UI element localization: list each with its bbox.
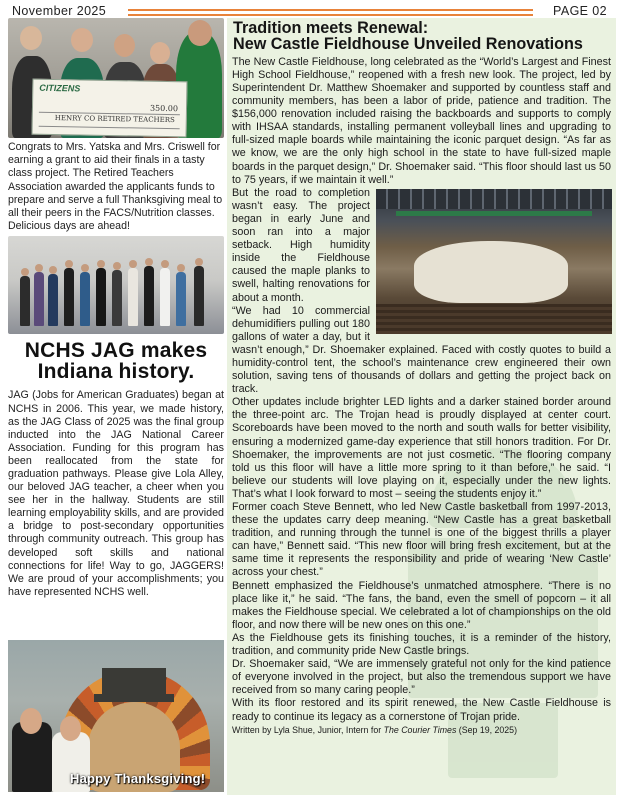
thanksgiving-greeting: Happy Thanksgiving! (70, 771, 206, 786)
student-head (97, 260, 105, 268)
arena-court-covered (414, 241, 568, 303)
student-figure (128, 268, 138, 326)
student-figure (20, 276, 30, 326)
student-figure (160, 268, 170, 326)
student-head (195, 258, 203, 266)
grant-photo (8, 18, 224, 138)
person-head (188, 20, 212, 46)
jag-headline (8, 340, 224, 382)
arena-stands (376, 304, 612, 334)
left-column (8, 18, 224, 599)
article-paragraph: Other updates include brighter LED lights and a darker stained border around the three-point arc. The Trojan head is proudly displayed at center court. Scoreboards have been moved to the north and south walls for better visibility, ensuring a modernized game-day experience that still honors tradition. For Dr. Shoemaker, the improvements are not just cosmetic. “The flooring company told us this floor will have a little more spring to it than before,” he said. “I believe our students will love playing on it, especially under the new lights. That’s what I look forward to most – seeing the students enjoy it.” (232, 396, 611, 500)
check-bank-name: CITIZENS (39, 82, 81, 94)
student-figure (64, 268, 74, 326)
check-amount: 350.00 (149, 103, 179, 114)
jag-group-photo (8, 236, 224, 334)
article-paragraph: As the Fieldhouse gets its finishing touches, it is a reminder of the history, tradition, and community pride New Castle brings. (232, 631, 611, 658)
check-payee: HENRY CO RETIRED TEACHERS (54, 114, 175, 125)
student-head (60, 716, 81, 741)
article-paragraph: With its floor restored and its spirit renewed, the New Castle Fieldhouse is ready to continue its legacy as a cornerstone of Trojan pride. (232, 697, 611, 723)
jag-headline-line1: NCHS JAG makes (24, 339, 208, 363)
article-byline (232, 724, 611, 737)
student-figure (34, 272, 44, 326)
article-paragraph: But the road to completion wasn’t easy. The project began in early June and soon ran into a major setback. High humidity inside the Fieldhouse caused the maple planks to swell, halting renovations for about a month. (232, 186, 370, 304)
article-paragraph: “We had 10 commercial dehumidifiers pulling out 180 gallons of water a day, but it wasn’t enough,” Dr. Shoemaker explained. Faced with costly quotes to build a humidity-control tent, the school’s maintenance crew engineered their own solution, saving tens of thousands of dollars and getting the project back on track. (232, 304, 611, 396)
article-body (227, 53, 616, 737)
header-rule (128, 9, 533, 11)
person-head (71, 28, 93, 52)
student-head (21, 268, 29, 276)
student-figure (194, 266, 204, 326)
byline-date: (Sep 19, 2025) (456, 724, 518, 735)
jag-headline-line2: Indiana history. (37, 360, 195, 384)
article-headline-line1: Tradition meets Renewal: (233, 19, 429, 37)
article-paragraph: Former coach Steve Bennett, who led New Castle basketball from 1997-2013, these the updates carry deep meaning. “New Castle has a great basketball tradition, and running through the tunnel is one of the biggest thrills a player can have,” Bennett said. “This new floor will bring fresh excitement, but at the same time it represents the responsibility and pride of wearing ‘New Castle’ across your chest.” (232, 501, 611, 579)
arena-roof (376, 189, 612, 209)
student-figure (96, 268, 106, 326)
student-head (145, 258, 153, 266)
person-head (150, 42, 170, 64)
article-headline-line2: New Castle Fieldhouse Unveiled Renovations (233, 35, 583, 54)
student-head (20, 708, 42, 734)
student-head (49, 266, 57, 274)
person-head (114, 34, 135, 57)
byline-author: Written by Lyla Shue, Junior, Intern for (232, 724, 384, 735)
student-figure (48, 274, 58, 326)
student-head (129, 260, 137, 268)
article-paragraph: The New Castle Fieldhouse, long celebrated as the “World’s Largest and Finest High School Fieldhouse,” reopened with a fresh new look. The project, led by Superintendent Dr. Matthew Shoemaker and supported by countless staff and community members, has been a labor of pride, patience and tradition. The $156,000 renovation included raising the backboards and supports to comply with IHSAA standards, installing permanent volleyball lines and upgrading to full-sized maple boards while maintaining the iconic parquet design. “As far as we know, we are the only high school in the state to have full-sized maple boards in the parquet design,” Dr. Shoemaker said. “This floor should last us 50 to 75 years, if we maintain it well.” (232, 55, 611, 186)
article-paragraph: Bennett emphasized the Fieldhouse’s unmatched atmosphere. “There is no place like it,” he said. “The fans, the band, even the smell of popcorn – it all makes the Fieldhouse special. We celebrated a lot of championships on the old floor, and now there will be new ones on this one.” (232, 579, 611, 631)
student-head (65, 260, 73, 268)
student-figure (144, 266, 154, 326)
byline-source: The Courier Times (383, 724, 457, 735)
student-figure (80, 272, 90, 326)
check-line (39, 126, 180, 129)
pilgrim-hat (102, 668, 166, 698)
student-head (113, 262, 121, 270)
student-head (35, 264, 43, 272)
student-figure (176, 272, 186, 326)
student-figure (112, 270, 122, 326)
student-head (177, 264, 185, 272)
page-number: PAGE 02 (553, 4, 607, 18)
donation-check (32, 79, 188, 138)
jag-article-body: JAG (Jobs for American Graduates) began at NCHS in 2006. This year, we made history, as the JAG Class of 2025 was the final group inducted into the JAG National Career Association. Funding for this program has been reallocated from the state for graduation pathways. Please give Lola Alley, our beloved JAG teacher, a cheer when you see her in the hallway. Students are still learning employability skills, and are provided a bridge to post-secondary opportunities through community outreach. This group has developed soft skills and national connections for life! Way to go, JAGGERS! We are proud of your accomplishments; you have represented NCHS well. (8, 389, 224, 598)
article-headline (227, 18, 616, 53)
fieldhouse-photo (376, 189, 612, 334)
grant-caption: Congrats to Mrs. Yatska and Mrs. Criswell for earning a grant to aid their finals in a tasty class project. The Retired Teachers Association awarded the applicants funds to prepare and serve a full Thanksgiving meal to all their peers in the FACS/Nutrition classes. Delicious days are ahead! (8, 141, 223, 233)
student-head (161, 260, 169, 268)
article-paragraph: Dr. Shoemaker said, “We are immensely grateful not only for the kind patience of everyone involved in the project, but also the tremendous support we have received from so many caring people.” (232, 658, 611, 697)
arena-banner (396, 211, 592, 216)
thanksgiving-photo (8, 640, 224, 792)
person-head (20, 26, 42, 50)
feature-article-panel (227, 18, 616, 795)
issue-date: November 2025 (12, 4, 107, 18)
header-rule (128, 14, 533, 16)
student-head (81, 264, 89, 272)
